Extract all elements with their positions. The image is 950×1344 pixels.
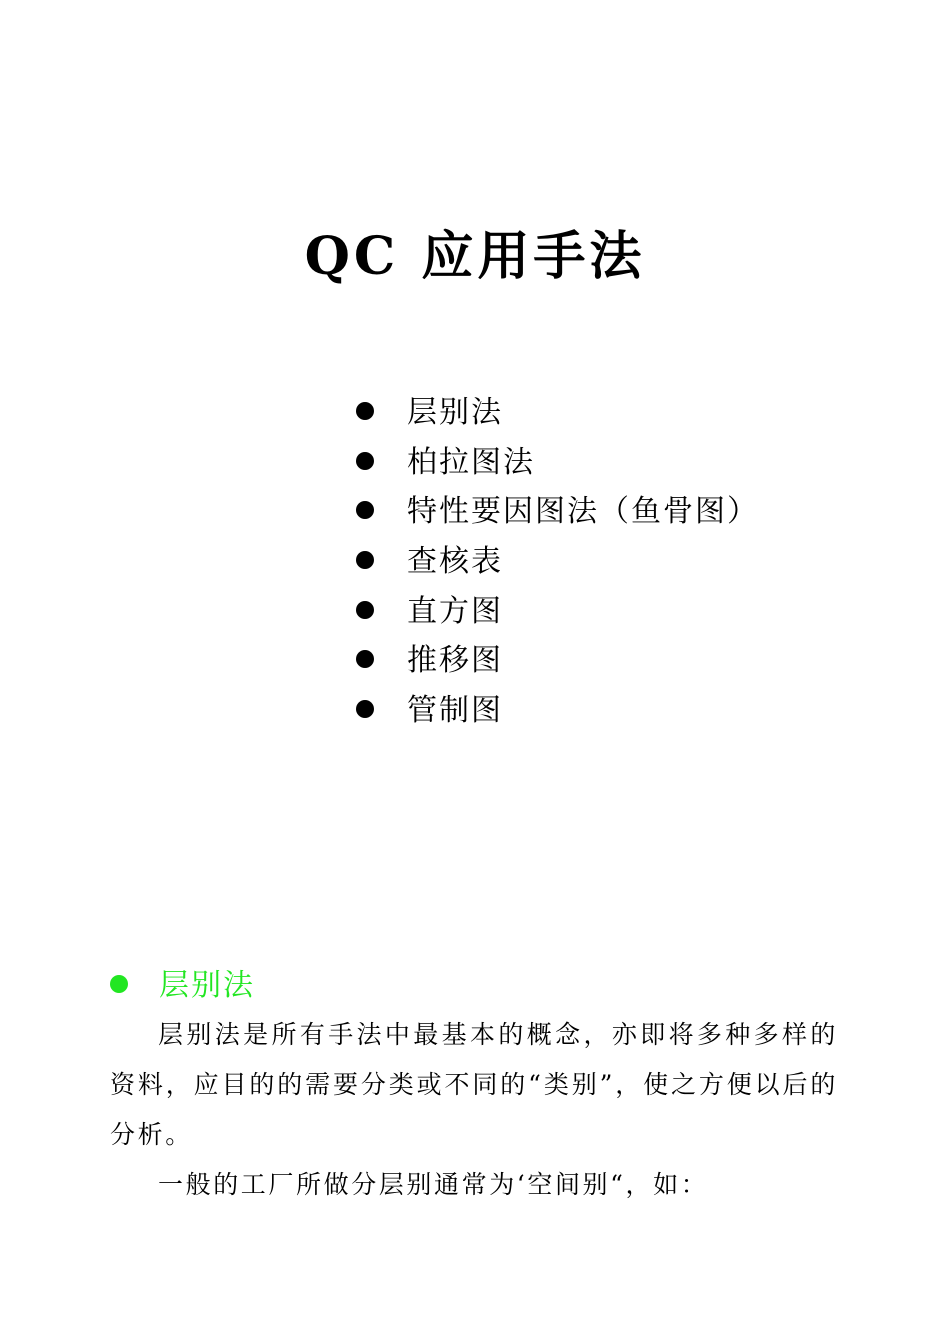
toc-item: [356, 636, 759, 686]
toc-item: [356, 686, 759, 736]
toc-item: [356, 388, 759, 438]
toc-list: [356, 388, 759, 736]
toc-item-label: 直方图: [407, 593, 503, 629]
toc-item: [356, 438, 759, 488]
toc-item-label: 特性要因图法（鱼骨图）: [407, 494, 759, 530]
toc-item: [356, 587, 759, 637]
toc-item: [356, 487, 759, 537]
toc-item: [356, 537, 759, 587]
toc-item-label: 柏拉图法: [407, 444, 535, 480]
page-title: QC 应用手法: [304, 226, 646, 287]
bullet-icon: [356, 452, 374, 470]
bullet-icon: [356, 650, 374, 668]
body-paragraph: 一般的工厂所做分层别通常为‘空间别“，如：: [158, 1170, 709, 1199]
bullet-icon: [356, 501, 374, 519]
toc-item-label: 管制图: [407, 693, 503, 729]
bullet-icon: [356, 551, 374, 569]
toc-item-label: 推移图: [407, 643, 503, 679]
body-paragraph: 层别法是所有手法中最基本的概念，亦即将多种多样的资料，应目的的需要分类或不同的“类别”，使之方便以后的分析。: [110, 1020, 838, 1149]
section-heading: [110, 962, 255, 1010]
toc-item-label: 层别法: [407, 395, 503, 430]
section-bullet-icon: [110, 975, 128, 993]
bullet-icon: [356, 601, 374, 619]
toc-item-label: 查核表: [407, 544, 503, 580]
bullet-icon: [356, 700, 374, 718]
bullet-icon: [356, 402, 374, 420]
section-heading-text: 层别法: [159, 968, 255, 1003]
